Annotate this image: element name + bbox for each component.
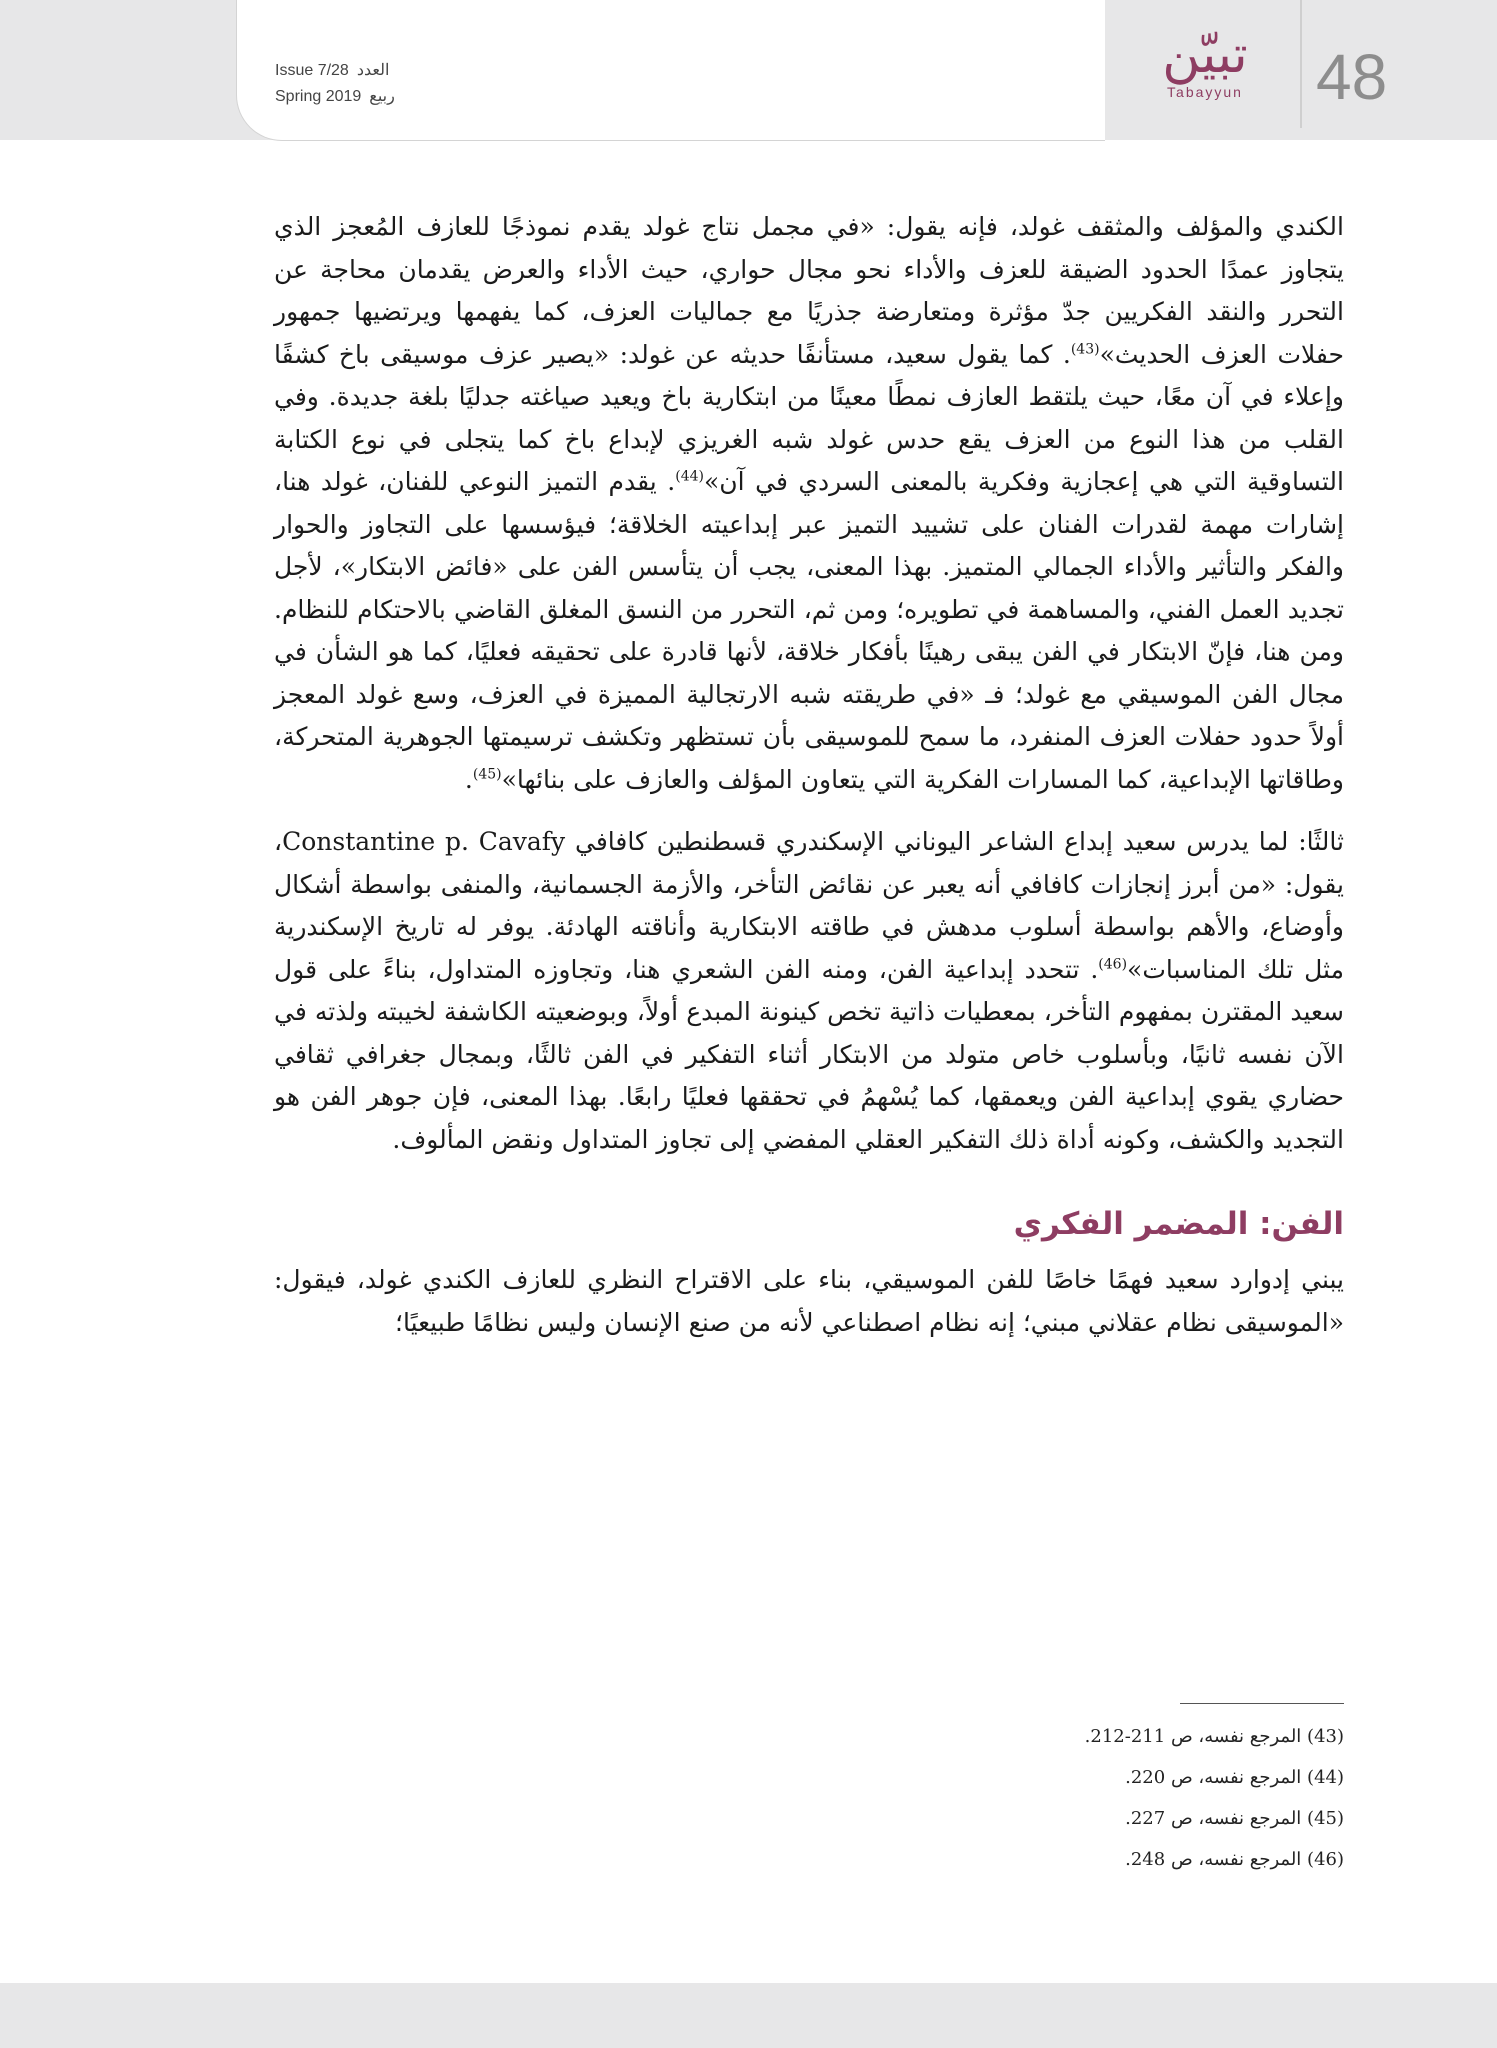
- article-body: [274, 206, 1344, 1344]
- footnote-item: (45) المرجع نفسه، ص 227.: [1125, 1808, 1344, 1829]
- footnote-rule: [1180, 1703, 1344, 1704]
- logo-latin: Tabayyun: [1167, 84, 1243, 100]
- issue-label-ar: العدد: [356, 62, 390, 79]
- footnote-item: (46) المرجع نفسه، ص 248.: [1125, 1849, 1344, 1870]
- page-number: 48: [1316, 41, 1388, 113]
- season-en: Spring 2019: [275, 88, 362, 105]
- footnote-ref-44: (44): [675, 468, 704, 485]
- section-heading: الفن: المضمر الفكري: [1013, 1206, 1344, 1242]
- paragraph-2-text-3: . تتحدد إبداعية الفن، ومنه الفن الشعري هنا، وتجاوزه المتداول، بناءً على قول سعيد المقترن بمفهوم التأخر، بمعطيات ذاتية تخص كينونة المبدع أولاً، وبوضعيته الكاشفة لخيبته ولذته في الآن نفسه ثانيًا، وبأسلوب خاص متولد من الابتكار أثناء التفكير في الفن ثالثًا، وبمجال جغرافي ثقافي حضاري يقوي إبداعية الفن ويعمقها، كما يُسْهمُ في تحققها فعليًا رابعًا. بهذا المعنى، فإن جوهر الفن هو التجديد والكشف، وكونه أداة ذلك التفكير العقلي المفضي إلى تجاوز المتداول ونقض المألوف.: [274, 954, 1344, 1154]
- footnote-ref-43: (43): [1070, 341, 1100, 358]
- latin-name: Constantine p. Cavafy: [282, 827, 566, 856]
- paragraph-2-text-1: ثالثًا: لما يدرس سعيد إبداع الشاعر اليوناني الإسكندري قسطنطين كافافي: [574, 827, 1344, 856]
- season-ar: ربيع: [369, 88, 395, 105]
- logo-arabic: تبيّن: [1162, 25, 1248, 85]
- footnote-ref-45: (45): [472, 766, 502, 783]
- paragraph-1: [274, 206, 1344, 801]
- header-divider: [1300, 0, 1302, 128]
- issue-label-en: Issue 7/28: [275, 62, 349, 79]
- paragraph-1-text-3: . يقدم التميز النوعي للفنان، غولد هنا، إشارات مهمة لقدرات الفنان على تشييد التميز عبر إبداعيته الخلاقة؛ فيؤسسها على التجاوز والحوار والفكر والتأثير والأداء الجمالي المتميز. بهذا المعنى، يجب أن يتأسس الفن على «فائض الابتكار»، لأجل تجديد العمل الفني، والمساهمة في تطويره؛ ومن ثم، التحرر من النسق المغلق القاضي بالاحتكام للنظام. ومن هنا، فإنّ الابتكار في الفن يبقى رهينًا بأفكار خلاقة، لأنها قادرة على تحقيقه فعليًا، كما هو الشأن في مجال الفن الموسيقي مع غولد؛ فـ «في طريقته شبه الارتجالية المميزة في العزف، وسع غولد المعجز أولاً حدود حفلات العزف المنفرد، ما سمح للموسيقى بأن تستظهر وتكشف ترسيمتها الجوهرية المتحركة، وطاقاتها الإبداعية، كما المسارات الفكرية التي يتعاون المؤلف والعازف على بنائها»: [274, 467, 1344, 794]
- issue-info: [275, 58, 455, 110]
- footnotes: [274, 1716, 1344, 1880]
- footnote-ref-46: (46): [1098, 956, 1128, 973]
- paragraph-2-text-2: ، يقول: «من أبرز إنجازات كافافي أنه يعبر عن نقائض التأخر، والأزمة الجسمانية، والمنفى بواسطة أشكال وأوضاع، والأهم بواسطة أسلوب مدهش في طاقته الابتكارية وأناقته الهادئة. يوفر له تاريخ الإسكندرية مثل تلك المناسبات»: [274, 827, 1344, 984]
- paragraph-2: [274, 821, 1344, 1161]
- footnote-item: (43) المرجع نفسه، ص 211-212.: [1084, 1726, 1344, 1747]
- footnote-item: (44) المرجع نفسه، ص 220.: [1125, 1767, 1344, 1788]
- paragraph-1-text-4: .: [464, 764, 473, 794]
- paragraph-3: يبني إدوارد سعيد فهمًا خاصًا للفن الموسيقي، بناء على الاقتراح النظري للعازف الكندي غولد، فيقول: «الموسيقى نظام عقلاني مبني؛ إنه نظام اصطناعي لأنه من صنع الإنسان وليس نظامًا طبيعيًا؛: [274, 1265, 1344, 1337]
- journal-logo: [1120, 20, 1290, 130]
- paragraph-1-text-1: الكندي والمؤلف والمثقف غولد، فإنه يقول: «في مجمل نتاج غولد يقدم نموذجًا للعازف المُعجز الذي يتجاوز عمدًا الحدود الضيقة للعزف والأداء نحو مجال حواري، حيث الأداء والعرض يقدمان محاجة عن التحرر والنقد الفكريين جدّ مؤثرة ومتعارضة جذريًا مع جماليات العزف، كما يفهمها ويرتضيها جمهور حفلات العزف الحديث»: [274, 212, 1344, 369]
- paragraph-1-text-2: . كما يقول سعيد، مستأنفًا حديثه عن غولد: «يصير عزف موسيقى باخ كشفًا وإعلاء في آن معًا، حيث يلتقط العازف نمطًا معينًا من ابتكارية باخ ويعيد صياغته جدليًا بلغة جديدة. وفي القلب من هذا النوع من العزف يقع حدس غولد شبه الغريزي لإبداع باخ كما يتجلى في نوع الكتابة التساوقية التي هي إعجازية وفكرية بالمعنى السردي في آن»: [274, 339, 1344, 496]
- footer-band: [0, 1983, 1497, 2048]
